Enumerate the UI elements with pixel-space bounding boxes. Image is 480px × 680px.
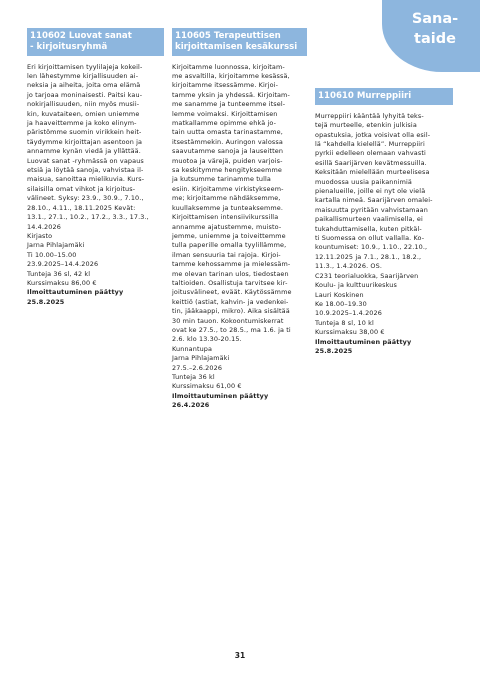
- body-text-line: annamme ajatustemme, muisto-: [172, 222, 282, 231]
- body-text-line: neksia ja aiheita, joita oma elämä: [27, 81, 141, 90]
- body-text-line: 27.5.–2.6.2026: [172, 363, 223, 372]
- body-text-line: esiin. Kirjoitamme virkistykseem-: [172, 184, 284, 193]
- registration-deadline-line: Ilmoittautuminen päättyy: [27, 288, 124, 297]
- course-110602: [27, 28, 164, 307]
- body-text-line: 23.9.2025–14.4.2026: [27, 260, 99, 269]
- registration-deadline-line: Ilmoittautuminen päättyy: [315, 337, 412, 346]
- body-text-line: C231 teorialuokka, Saarijärven: [315, 271, 419, 280]
- body-text-line: tukahduttamisella, kuten pitkäl-: [315, 224, 422, 233]
- body-text-line: kuullaksemme ja tunteaksemme.: [172, 203, 284, 212]
- body-text-line: Kurssimaksu 86,00 €: [27, 278, 97, 287]
- course-header: [27, 28, 164, 56]
- section-tab-line-1: Sana-: [411, 11, 459, 27]
- body-text-line: itsestämmekin. Auringon valossa: [172, 137, 283, 146]
- section-tab-line-2: taide: [414, 31, 456, 47]
- body-text-line: paikallismurteen vaalimisella, ei: [315, 215, 423, 224]
- body-text-line: me asvaltilla, kirjoitamme kesässä,: [172, 72, 290, 80]
- body-text-line: me; kirjoitamme nähdäksemme,: [172, 194, 281, 203]
- body-text-line: 28.10., 4.11., 18.11.2025 Kevät:: [27, 203, 136, 212]
- body-text-line: tulla paperille omalla tyylillämme,: [172, 241, 287, 250]
- body-text-line: Murreppiiri kääntää lyhyitä teks-: [315, 111, 424, 120]
- body-text-line: etsiä ja löytää sanoja, vahvistaa il-: [27, 166, 144, 175]
- course-body: [27, 63, 164, 308]
- body-text-line: silaisilla omat vihkot ja kirjoitus-: [27, 184, 136, 193]
- registration-deadline-line: 26.4.2026: [172, 401, 210, 410]
- body-text-line: Kirjoitamme luonnossa, kirjoitam-: [172, 62, 285, 71]
- body-text-line: Kirjasto: [27, 231, 53, 240]
- body-text-line: jo tarjoaa moninaisesti. Paitsi kau-: [27, 90, 143, 99]
- body-text-line: kirjoitamme itsessämme. Kirjoi-: [172, 81, 279, 90]
- body-text-line: esillä Saarijärven kevätmessuilla.: [315, 158, 427, 167]
- course-header-line: - kirjoitusryhmä: [30, 41, 108, 52]
- course-header: [315, 88, 453, 105]
- body-text-line: 30 min tauon. Kokoontumiskerrat: [172, 316, 284, 325]
- body-text-line: ovat ke 27.5., to 28.5., ma 1.6. ja ti: [172, 325, 291, 334]
- body-text-line: taltioiden. Osallistuja tarvitsee kir-: [172, 278, 288, 287]
- body-text-line: 10.9.2025–1.4.2026: [315, 309, 382, 318]
- body-text-line: lä “kahdella kielellä”. Murreppiiri: [315, 140, 425, 149]
- body-text-line: muodossa uusia paikannimiä: [315, 177, 412, 186]
- body-text-line: pyrkii edelleen olemaan vahvasti: [315, 149, 426, 158]
- body-text-line: kountumiset: 10.9., 1.10., 22.10.,: [315, 243, 428, 252]
- body-text-line: pienalueille, joille ei nyt ole vielä: [315, 187, 426, 196]
- body-text-line: keittiö (astiat, kahvin- ja vedenkei-: [172, 297, 289, 306]
- body-text-line: tin, jääkaappi, mikro). Aika sisältää: [172, 307, 290, 316]
- body-text-line: Kunnantupa: [172, 344, 213, 353]
- body-text-line: Ke 18.00–19.30: [315, 299, 367, 308]
- body-text-line: maisua, sanoittaa mielikuvia. Kurs-: [27, 175, 145, 184]
- body-text-line: 2.6. klo 13.30-20.15.: [172, 335, 242, 344]
- body-text-line: muotoa ja värejä, puiden varjois-: [172, 156, 283, 165]
- body-text-line: joitusvälineet, eväät. Käytössämme: [172, 288, 292, 297]
- course-body: [172, 63, 307, 411]
- body-text-line: sa keskitymme hengitykseemme: [172, 166, 283, 175]
- body-text-line: Lauri Koskinen: [315, 290, 364, 299]
- body-text-line: Tunteja 8 sl, 10 kl: [315, 318, 374, 327]
- body-text-line: Kurssimaksu 61,00 €: [172, 382, 242, 391]
- body-text-line: täydymme kirjoittajan asentoon ja: [27, 137, 143, 146]
- body-text-line: 14.4.2026: [27, 222, 61, 231]
- body-text-line: me olevan tarinan ulos, tiedostaen: [172, 269, 289, 278]
- body-text-line: Tunteja 36 sl, 42 kl: [27, 269, 91, 278]
- body-text-line: annamme kynän viedä ja yllättää.: [27, 147, 141, 156]
- body-text-line: lemme voimaksi. Kirjoittamisen: [172, 109, 278, 118]
- body-text-line: jemme, uniemme ja toiveittemme: [172, 231, 286, 240]
- body-text-line: saavutamme sanoja ja lauseitten: [172, 147, 284, 156]
- body-text-line: 12.11.2025 ja 7.1., 28.1., 18.2.,: [315, 252, 422, 261]
- body-text-line: kin, kuvataiteen, omien uniemme: [27, 109, 140, 118]
- course-header-line: 110605 Terapeuttisen: [175, 31, 281, 41]
- body-text-line: nokirjallisuuden, niin myös musii-: [27, 100, 140, 109]
- registration-deadline-line: Ilmoittautuminen päättyy: [172, 391, 269, 400]
- body-text-line: maisuutta pyritään vahvistamaan: [315, 205, 428, 214]
- section-tab: [382, 0, 480, 72]
- body-text-line: ja kutsumme tarinamme tulla: [172, 175, 271, 184]
- course-header-line: 110610 Murreppiiri: [318, 91, 412, 101]
- body-text-line: opastuksia, jotka voisivat olla esil-: [315, 130, 431, 139]
- body-text-line: Jarna Pihlajamäki: [27, 241, 85, 250]
- body-text-line: Kirjoittamisen intensiivikurssilla: [172, 213, 279, 222]
- body-text-line: me sanamme ja tunteemme itsel-: [172, 100, 286, 109]
- course-header-line: 110602 Luovat sanat: [30, 31, 132, 41]
- body-text-line: ilman sensuuria tai rajoja. Kirjoi-: [172, 250, 281, 259]
- body-text-line: 13.1., 27.1., 10.2., 17.2., 3.3., 17.3.,: [27, 213, 149, 222]
- body-text-line: ja haaveittemme ja koko elinym-: [27, 119, 137, 128]
- body-text-line: Kurssimaksu 38,00 €: [315, 328, 385, 337]
- body-text-line: tejä murteelle, etenkin julkisia: [315, 121, 417, 130]
- course-header-line: kirjoittamisen kesäkurssi: [175, 41, 298, 52]
- course-body: [315, 112, 453, 357]
- body-text-line: ti Suomessa on ollut vallalla. Ko-: [315, 234, 425, 243]
- body-text-line: välineet. Syksy: 23.9., 30.9., 7.10.,: [27, 194, 144, 203]
- body-text-line: len lähestymme kirjallisuuden ai-: [27, 72, 139, 80]
- course-110610: [315, 88, 453, 356]
- body-text-line: Tunteja 36 kl: [172, 373, 215, 381]
- body-text-line: Koulu- ja kulttuurikeskus: [315, 281, 397, 290]
- course-header: [172, 28, 307, 56]
- body-text-line: Ti 10.00–15.00: [27, 250, 77, 259]
- body-text-line: tain uutta omasta tarinastamme,: [172, 128, 283, 137]
- page-number: 31: [234, 651, 246, 660]
- registration-deadline-line: 25.8.2025: [27, 297, 65, 306]
- body-text-line: Keksitään mielellään murteelisesa: [315, 168, 430, 177]
- course-110605: [172, 28, 307, 411]
- body-text-line: Jarna Pihlajamäki: [172, 354, 230, 363]
- registration-deadline-line: 25.8.2025: [315, 346, 353, 355]
- body-text-line: Eri kirjoittamisen tyylilajeja kokeil-: [27, 62, 143, 71]
- body-text-line: 11.3., 1.4.2026. OS.: [315, 262, 383, 271]
- body-text-line: tamme kehossamme ja mielessäm-: [172, 260, 291, 269]
- body-text-line: tamme yksin ja yhdessä. Kirjoitam-: [172, 90, 290, 99]
- body-text-line: päristömme suomin virikkein heit-: [27, 128, 142, 137]
- body-text-line: matkallamme opimme ehkä jo-: [172, 119, 277, 128]
- body-text-line: kartalla nimeä. Saarijärven omalei-: [315, 196, 433, 205]
- body-text-line: Luovat sanat -ryhmässä on vapaus: [27, 156, 144, 165]
